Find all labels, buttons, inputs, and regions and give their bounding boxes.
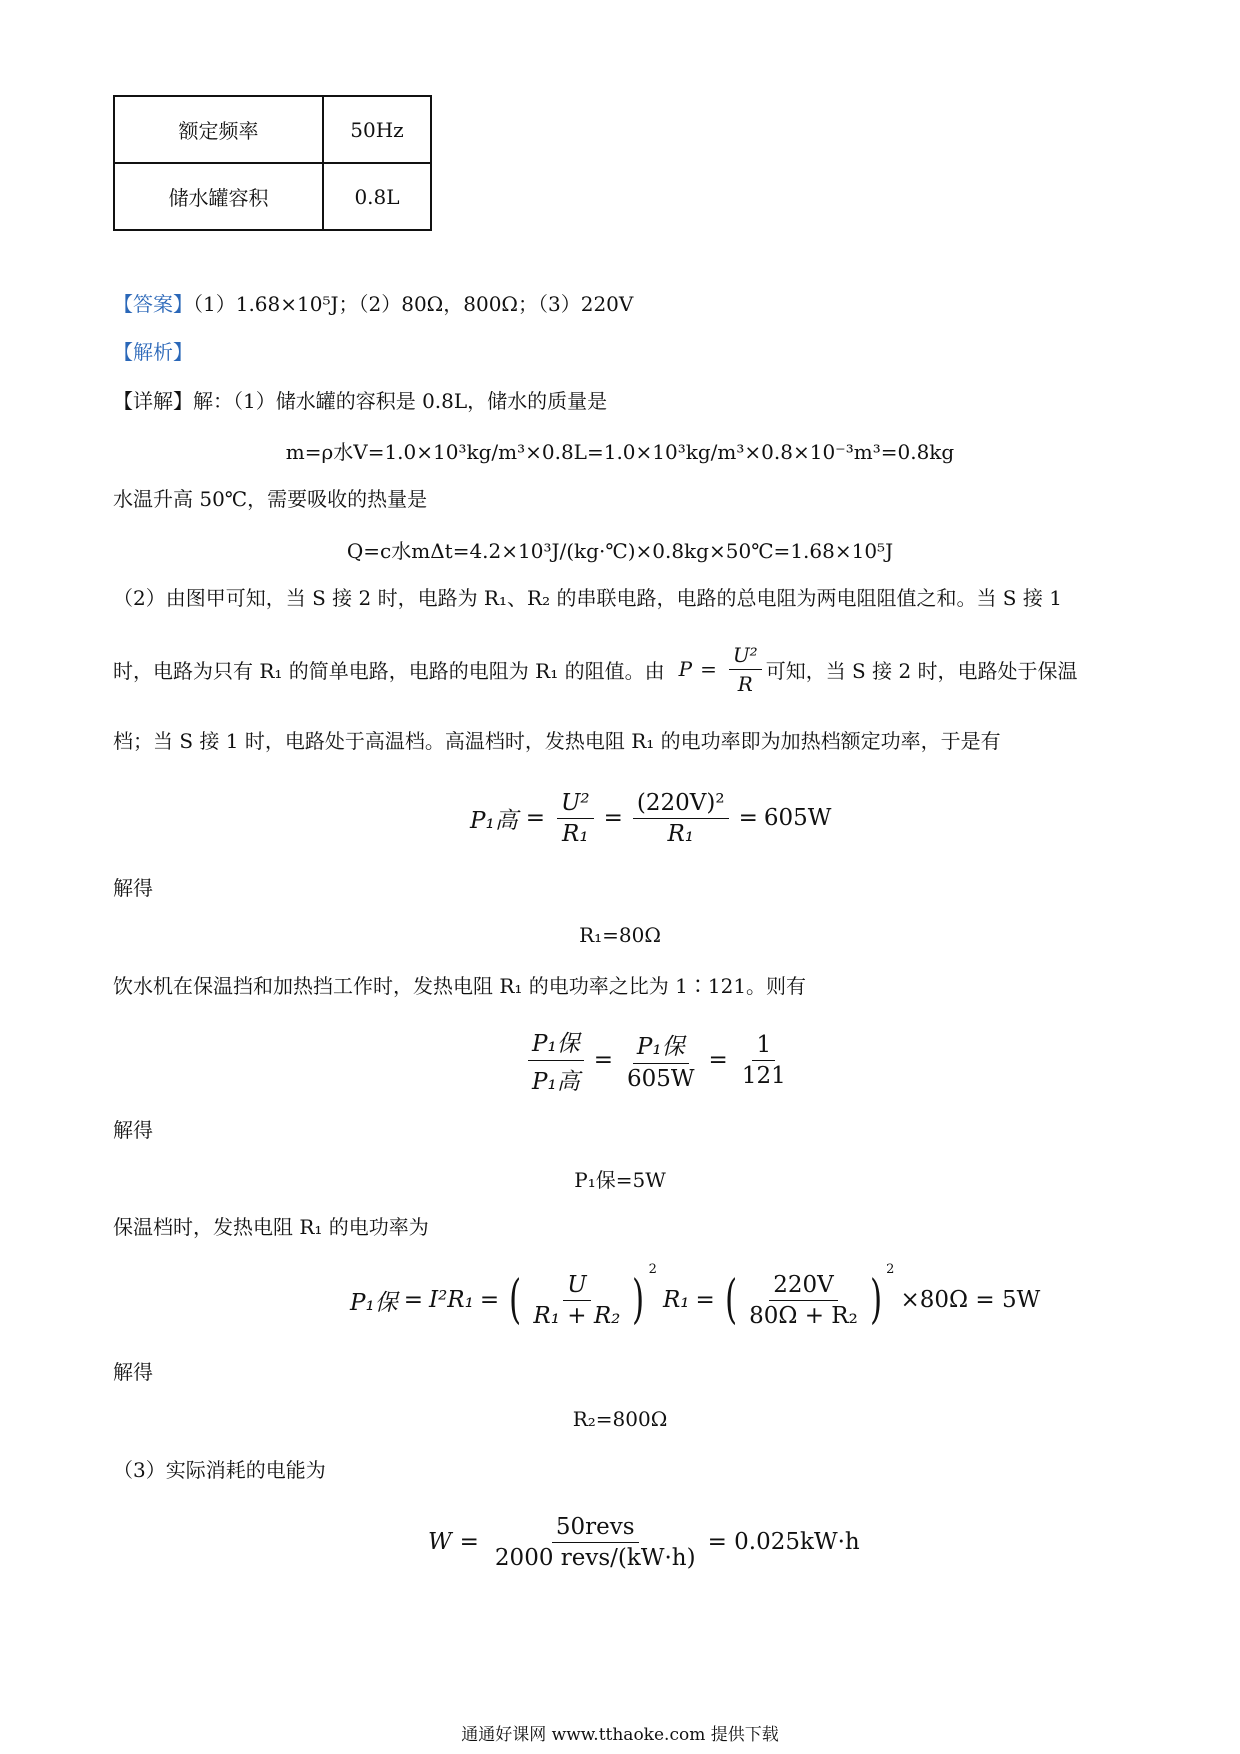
detail-p2: 水温升高 50℃，需要吸收的热量是 — [113, 487, 428, 511]
formula-den: 80Ω + R₂ — [749, 1302, 858, 1329]
spec-table — [113, 95, 432, 231]
formula-term: I²R₁ — [428, 1287, 474, 1313]
formula-term: R₁ — [662, 1287, 690, 1313]
formula-ratio: $\frac{\text{P₁保}}{\text{P₁高}}$ = $\frac{\text{P₁保}}{605W}$ = $\frac{1}{121}$ — [524, 1018, 794, 1102]
formula-num: U — [563, 1272, 590, 1301]
formula-lhs: W — [428, 1529, 452, 1555]
formula-den: R₁ — [667, 820, 694, 847]
formula-den: 605W — [626, 1066, 695, 1092]
formula-den: 121 — [741, 1062, 786, 1089]
detail-p8: （3）实际消耗的电能为 — [113, 1458, 326, 1482]
table-row — [114, 96, 431, 163]
answer-text: （1）1.68×10⁵J；（2）80Ω，800Ω；（3）220V — [193, 292, 634, 316]
solve-1: 解得 — [113, 876, 153, 900]
detail-p4: 时，电路为只有 R₁ 的简单电路，电路的电阻为 R₁ 的阻值。由 P = $\frac{\text{U²}}{R}$ 可知，当 S 接 2 时，电路处于保温 — [113, 642, 1078, 696]
detail-p3: （2）由图甲可知，当 S 接 2 时，电路为 R₁、R₂ 的串联电路，电路的总电阻为两电阻阻值之和。当 S 接 1 — [113, 586, 1062, 610]
formula-num: P₁保 — [528, 1025, 584, 1061]
equation-heat: Q=c水mΔt=4.2×10³J/(kg·℃)×0.8kg×50℃=1.68×10⁵J — [346, 539, 894, 563]
detail-p7: 保温档时，发热电阻 R₁ 的电功率为 — [113, 1215, 429, 1239]
inline-fraction-den: R — [737, 671, 753, 696]
formula-num: 50revs — [552, 1514, 639, 1543]
formula-result: ×80Ω = 5W — [900, 1287, 1041, 1313]
equation-mass: m=ρ水V=1.0×10³kg/m³×0.8L=1.0×10³kg/m³×0.8×10⁻³m³=0.8kg — [285, 440, 955, 464]
formula-num: 220V — [769, 1272, 838, 1301]
detail-line-1 — [113, 387, 607, 415]
detail-p6: 饮水机在保温挡和加热挡工作时，发热电阻 R₁ 的电功率之比为 1∶121。则有 — [113, 974, 807, 998]
inline-fraction-num: U² — [729, 643, 762, 670]
formula-keep: P₁保 = I²R₁ = ( $\frac{U}{\text{R₁ + R₂}}$ ) $^2$ R₁ = ( $\frac{220V}{\text{80Ω + R₂}}$ ) $^2$ ×80Ω = 5W — [350, 1262, 1041, 1330]
detail-p4a: 时，电路为只有 R₁ 的简单电路，电路的电阻为 R₁ 的阻值。由 — [113, 658, 665, 683]
equation-p1: P₁保=5W — [574, 1168, 666, 1192]
formula-den: 2000 revs/(kW·h) — [494, 1544, 696, 1571]
formula-lhs: P₁高 — [470, 807, 518, 834]
formula-num: U² — [557, 790, 594, 819]
table-cell-value: 50Hz — [323, 96, 431, 163]
solve-2: 解得 — [113, 1118, 153, 1142]
page-footer: 通通好课网 www.tthaoke.com 提供下载 — [461, 1725, 779, 1745]
answer-tag: 【答案】 — [113, 292, 193, 316]
formula-power: P₁高 = $\frac{\text{U²}}{\text{R₁}}$ = $\frac{\text{(220V)²}}{\text{R₁}}$ = 605W — [470, 789, 832, 847]
detail-p1: 解：（1）储水罐的容积是 0.8L，储水的质量是 — [193, 389, 608, 413]
table-cell-label: 额定频率 — [114, 96, 323, 163]
formula-lhs: P₁保 — [350, 1289, 398, 1316]
formula-result: 605W — [763, 805, 832, 831]
equation-r2: R₂=800Ω — [572, 1407, 668, 1431]
detail-tag: 【详解】 — [113, 389, 193, 413]
formula-den: P₁高 — [532, 1068, 580, 1095]
formula-num: (220V)² — [633, 790, 729, 819]
formula-num: 1 — [752, 1032, 775, 1061]
answer-line — [113, 290, 633, 318]
formula-result: = 0.025kW·h — [707, 1529, 860, 1555]
formula-den: R₁ — [562, 820, 589, 847]
detail-p5: 档；当 S 接 1 时，电路处于高温档。高温档时，发热电阻 R₁ 的电功率即为加热档额定功率，于是有 — [113, 729, 1001, 753]
solve-3: 解得 — [113, 1360, 153, 1384]
equation-r1: R₁=80Ω — [579, 923, 661, 947]
formula-energy: W = $\frac{\text{50revs}}{\text{2000 revs/(kW·h)}}$ = 0.025kW·h — [428, 1513, 860, 1571]
inline-fraction — [729, 643, 762, 696]
table-cell-value: 0.8L — [323, 163, 431, 230]
formula-den: R₁ + R₂ — [533, 1302, 621, 1329]
table-row — [114, 163, 431, 230]
detail-p4b: 可知，当 S 接 2 时，电路处于保温 — [765, 658, 1078, 683]
analysis-line — [113, 338, 193, 366]
table-cell-label: 储水罐容积 — [114, 163, 323, 230]
formula-num: P₁保 — [633, 1028, 689, 1064]
analysis-tag: 【解析】 — [113, 340, 193, 364]
inline-p: P — [678, 657, 693, 681]
